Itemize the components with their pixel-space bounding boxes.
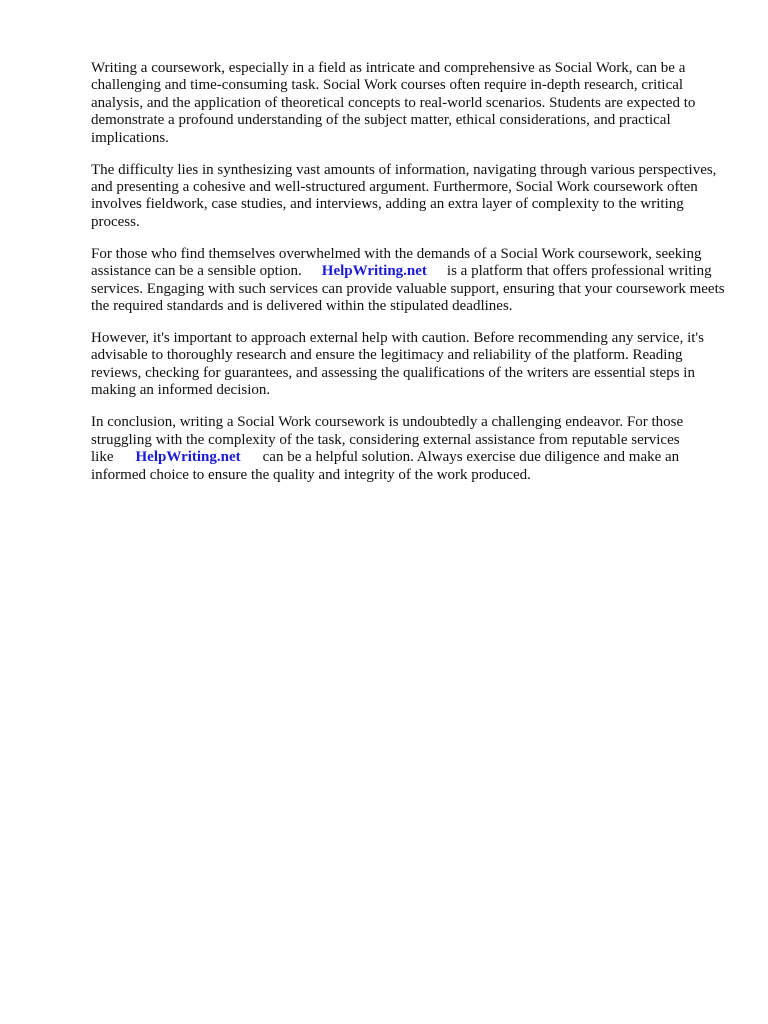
paragraph-assistance <box>91 246 731 316</box>
paragraph-caution: However, it's important to approach external help with caution. Before recommending any service, it's advisable to thoroughly research and ensure the legitimacy and reliability of the platform. Reading reviews, checking for guarantees, and assessing the qualifications of the writers are essential steps in making an informed decision. <box>91 330 704 399</box>
paragraph-difficulty: The difficulty lies in synthesizing vast amounts of information, navigating through various perspectives, and presenting a cohesive and well-structured argument. Furthermore, Social Work coursework often involves fieldwork, case studies, and interviews, adding an extra layer of complexity to the writing process. <box>91 161 717 230</box>
paragraph-conclusion-after: can be a helpful solution. Always exercise due diligence and make an informed choice to ensure the quality and integrity of the work produced. <box>91 449 680 483</box>
paragraph-conclusion <box>91 414 731 484</box>
helpwriting-link-2[interactable]: HelpWriting.net <box>135 449 241 466</box>
paragraph-assistance-before: For those who find themselves overwhelmed with the demands of a Social Work coursework, seeking assistance can be a sensible option. <box>91 245 702 280</box>
helpwriting-link-1[interactable]: HelpWriting.net <box>321 263 427 280</box>
paragraph-intro: Writing a coursework, especially in a field as intricate and comprehensive as Social Work, can be a challenging and time-consuming task. Social Work courses often require in-depth research, critical analysis, and the application of theoretical concepts to real-world scenarios. Students are expected to demonstrate a profound understanding of the subject matter, ethical considerations, and practical implications. <box>91 60 696 146</box>
document-page <box>91 60 731 499</box>
paragraph-assistance-after: is a platform that offers professional writing services. Engaging with such services can provide valuable support, ensuring that your coursework meets the required standards and is delivered within the stipulated deadlines. <box>91 263 725 315</box>
paragraph-conclusion-before: In conclusion, writing a Social Work coursework is undoubtedly a challenging endeavor. For those struggling with the complexity of the task, considering external assistance from reputable services like <box>91 414 684 466</box>
